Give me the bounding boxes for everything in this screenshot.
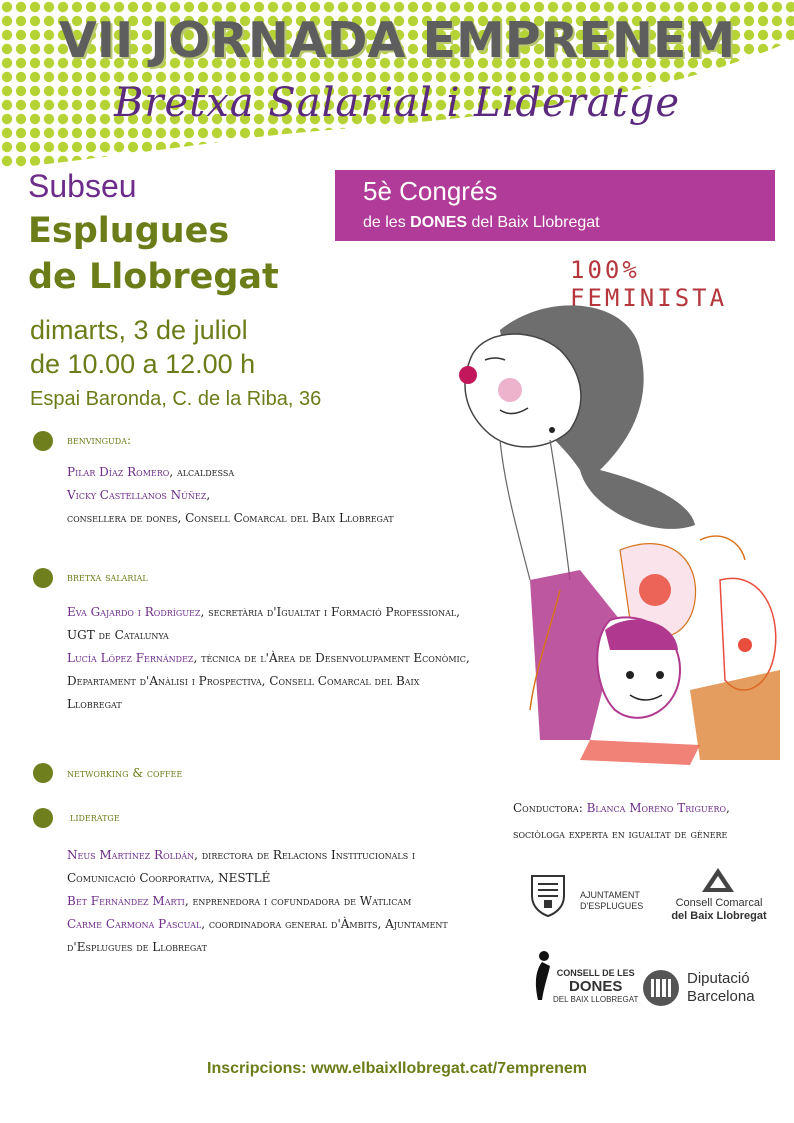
congres-line-pre: de les — [363, 214, 406, 231]
city-name — [28, 208, 279, 300]
ajuntament-logo-text — [580, 890, 643, 912]
congres-title: 5è Congrés — [363, 176, 498, 206]
ajuntament-shield-icon — [528, 872, 568, 918]
networking-bullet — [33, 763, 53, 783]
ajuntament-line-2: D'ESPLUGUES — [580, 901, 644, 911]
consell-line-2: del Baix Llobregat — [671, 910, 767, 922]
speaker-name: Vicky Castellanos Núñez — [67, 488, 207, 502]
speaker-name: Neus Martínez Roldán — [67, 848, 195, 862]
dones-line-2: DONES — [569, 978, 623, 995]
conductora-role: sociòloga experta en igualtat de gènere — [513, 827, 728, 841]
speaker-role: Llobregat — [67, 697, 122, 711]
event-date: dimarts, 3 de juliol — [30, 315, 248, 345]
city-line-1: Esplugues — [28, 211, 230, 251]
speaker-line — [67, 461, 487, 484]
event-datetime — [30, 313, 255, 381]
consell-line-1: Consell Comarcal — [675, 897, 763, 909]
speaker-name: Eva Gajardo i Rodríguez — [67, 605, 201, 619]
lideratge-bullet — [33, 808, 53, 828]
speaker-role: , secretària d'Igualtat i Formació Professional, — [200, 605, 460, 619]
speaker-role: Departament d'Anàlisi i Prospectiva, Consell Comarcal del Baix — [67, 674, 420, 688]
congres-subtitle — [363, 214, 600, 232]
congres-tagline: 100% FEMINISTA — [570, 256, 728, 312]
congres-line-post: del Baix Llobregat — [471, 214, 600, 231]
conductora-line: Conductora: Blanca Moreno Triguero, — [513, 801, 730, 815]
speaker-line — [67, 890, 487, 913]
page-title: VII JORNADA EMPRENEM — [58, 12, 736, 69]
speaker-line — [67, 913, 487, 936]
consell-dones-figure-icon — [530, 950, 552, 1002]
bretxa-bullet — [33, 568, 53, 588]
congres-line-bold: DONES — [410, 214, 468, 231]
bretxa-speakers — [67, 601, 487, 716]
event-time: de 10.00 a 12.00 h — [30, 349, 256, 379]
speaker-line — [67, 601, 487, 624]
benvinguda-heading: benvinguda: — [67, 433, 132, 447]
conductora-name: Blanca Moreno Triguero — [586, 801, 727, 815]
diputacio-line-2: Barcelona — [687, 988, 755, 1005]
conductora-block — [513, 795, 783, 847]
lideratge-speakers — [67, 844, 487, 959]
diputacio-seal-icon — [641, 968, 681, 1008]
city-line-2: de Llobregat — [28, 257, 279, 297]
congres-banner — [335, 170, 775, 241]
ajuntament-line-1: AJUNTAMENT — [580, 890, 640, 900]
consell-dones-logo-text — [553, 968, 638, 1005]
dones-line-1: CONSELL DE LES — [556, 968, 635, 978]
speaker-role: , tècnica de l'Àrea de Desenvolupament Econòmic, — [193, 651, 470, 665]
speaker-line — [67, 647, 487, 670]
event-venue: Espai Baronda, C. de la Riba, 36 — [30, 388, 322, 410]
speaker-role: Comunicació Coorporativa, NESTLÉ — [67, 871, 271, 885]
speaker-line — [67, 844, 487, 867]
speaker-name: Pilar Díaz Romero — [67, 465, 170, 479]
speaker-name: Carme Carmona Pascual — [67, 917, 202, 931]
registration-link[interactable]: Inscripcions: www.elbaixllobregat.cat/7emprenem — [207, 1060, 587, 1077]
page-subtitle: Bretxa Salarial i Lideratge — [113, 80, 680, 126]
speaker-role: , coordinadora general d'Àmbits, Ajuntament — [201, 917, 448, 931]
benvinguda-bullet — [33, 431, 53, 451]
speaker-role: d'Esplugues de Llobregat — [67, 940, 207, 954]
speaker-role: , — [206, 488, 211, 502]
speaker-name: Bet Fernández Marti — [67, 894, 185, 908]
diputacio-line-1: Diputació — [687, 970, 750, 987]
conductora-label: Conductora: — [513, 801, 587, 815]
speaker-line — [67, 484, 487, 507]
speaker-role: , directora de Relacions Institucionals i — [194, 848, 416, 862]
bretxa-heading: bretxa salarial — [67, 570, 148, 584]
speaker-role: consellera de dones, Consell Comarcal del Baix Llobregat — [67, 511, 394, 525]
networking-heading: networking & coffee — [67, 766, 183, 780]
consell-comarcal-triangle-icon — [700, 866, 736, 894]
speaker-name: Lucía López Fernández — [67, 651, 194, 665]
subseu-label: Subseu — [28, 168, 137, 204]
benvinguda-speakers — [67, 461, 487, 530]
speaker-role: UGT de Catalunya — [67, 628, 169, 642]
women-illustration — [440, 290, 780, 780]
diputacio-logo-text — [687, 970, 755, 1006]
speaker-role: , enprenedora i cofundadora de Watlicam — [184, 894, 412, 908]
dones-line-3: DEL BAIX LLOBREGAT — [553, 995, 639, 1004]
lideratge-heading: lideratge — [70, 810, 120, 824]
speaker-role: , alcaldessa — [169, 465, 235, 479]
consell-comarcal-logo-text — [668, 897, 770, 923]
